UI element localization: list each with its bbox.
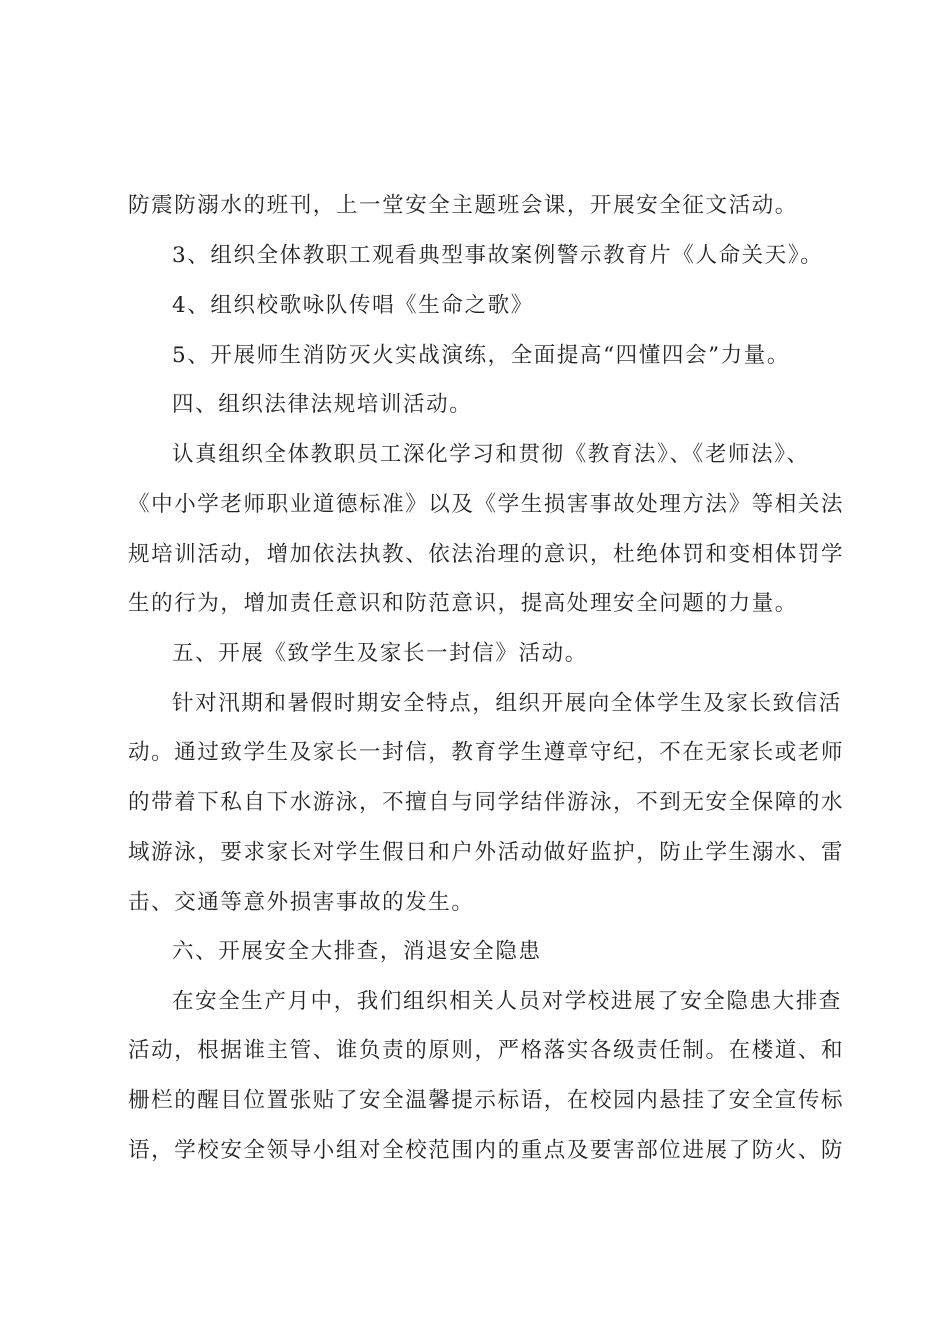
text-line: 4、组织校歌咏队传唱《生命之歌》 bbox=[172, 293, 534, 318]
section-heading: 四、组织法律法规培训活动。 bbox=[172, 392, 473, 417]
text-line: 域游泳，要求家长对学生假日和户外活动做好监护，防止学生溺水、雷 bbox=[128, 840, 845, 865]
text-line: 击、交通等意外损害事故的发生。 bbox=[128, 890, 475, 915]
text-line: 3、组织全体教职工观看典型事故案例警示教育片《人命关天》。 bbox=[172, 243, 824, 268]
text-line: 规培训活动，增加依法执教、依法治理的意识，杜绝体罚和变相体罚学 bbox=[128, 542, 845, 567]
section-heading: 六、开展安全大排查，消退安全隐患 bbox=[172, 939, 542, 964]
text-line: 语，学校安全领导小组对全校范围内的重点及要害部位进展了防火、防 bbox=[128, 1138, 845, 1163]
text-line: 的带着下私自下水游泳，不擅自与同学结伴游泳，不到无安全保障的水 bbox=[128, 790, 845, 815]
text-line: 活动，根据谁主管、谁负责的原则，严格落实各级责任制。在楼道、和 bbox=[128, 1038, 845, 1063]
section-heading: 五、开展《致学生及家长一封信》活动。 bbox=[172, 641, 588, 666]
text-line: 在安全生产月中，我们组织相关人员对学校进展了安全隐患大排查 bbox=[172, 989, 842, 1014]
text-line: 防震防溺水的班刊，上一堂安全主题班会课，开展安全征文活动。 bbox=[128, 193, 798, 218]
text-line: 认真组织全体教职员工深化学习和贯彻《教育法》、《老师法》、 bbox=[172, 442, 810, 467]
text-line: 《中小学老师职业道德标准》以及《学生损害事故处理方法》等相关法 bbox=[128, 492, 845, 517]
text-line: 生的行为，增加责任意识和防范意识，提高处理安全问题的力量。 bbox=[128, 591, 798, 616]
text-line: 针对汛期和暑假时期安全特点，组织开展向全体学生及家长致信活 bbox=[172, 691, 842, 716]
text-line: 栅栏的醒目位置张贴了安全温馨提示标语，在校园内悬挂了安全宣传标 bbox=[128, 1088, 845, 1113]
text-line: 动。通过致学生及家长一封信，教育学生遵章守纪，不在无家长或老师 bbox=[128, 740, 845, 765]
text-line: 5、开展师生消防灭火实战演练，全面提高“四懂四会”力量。 bbox=[172, 343, 790, 368]
